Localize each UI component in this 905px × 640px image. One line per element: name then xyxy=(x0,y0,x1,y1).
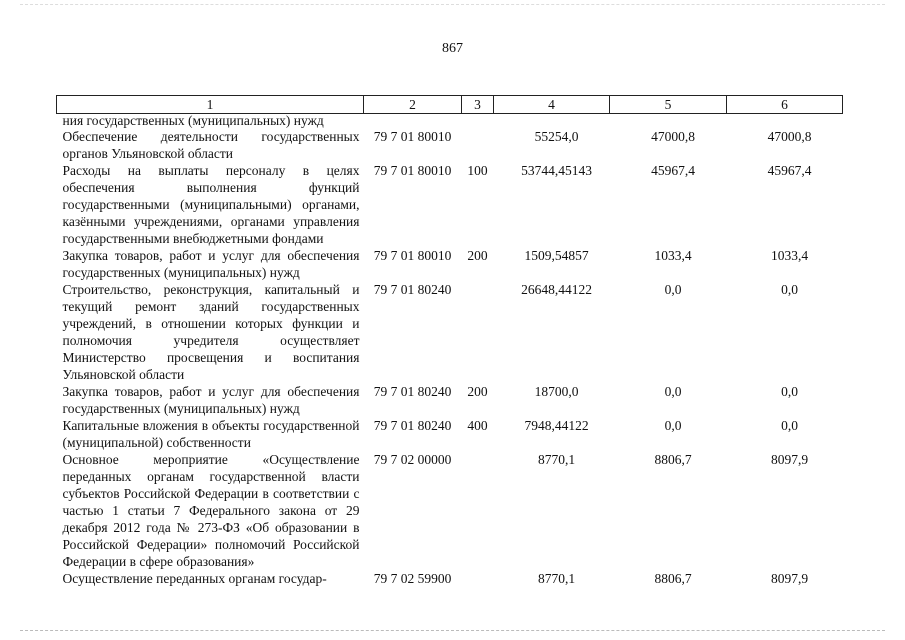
row-name: Расходы на выплаты персоналу в целях обеспечения выполнения функций государственными (муниципальными) органами, казёнными учреждениями, органами управления государственными внебюджетными фондами xyxy=(62,163,360,246)
row-name: Строительство, реконструкция, капитальный и текущий ремонт зданий государственных учреждений, в отношении которых функции и полномочия учредителя осуществляет Министерство просвещения и воспитания Ульяновской области xyxy=(62,282,360,382)
row-name: ния государственных (муниципальных) нужд xyxy=(62,113,324,128)
table-row xyxy=(57,383,843,417)
table-row xyxy=(57,570,843,587)
row-code: 79 7 01 80240 xyxy=(373,384,452,399)
table-row xyxy=(57,247,843,281)
row-value-2: 0,0 xyxy=(664,384,682,399)
row-value-2: 8806,7 xyxy=(654,571,692,586)
row-value-3: 8097,9 xyxy=(770,571,809,586)
row-value-1: 18700,0 xyxy=(534,384,579,399)
row-vr: 200 xyxy=(467,248,488,263)
header-col-4: 4 xyxy=(494,96,610,114)
row-vr xyxy=(462,114,494,129)
row-value-3: 0,0 xyxy=(781,384,798,399)
row-value-3: 0,0 xyxy=(781,282,798,297)
header-col-6: 6 xyxy=(727,96,843,114)
scan-edge-bottom xyxy=(20,630,885,632)
row-vr xyxy=(462,281,494,383)
row-code: 79 7 02 59900 xyxy=(373,571,452,586)
header-col-3: 3 xyxy=(462,96,494,114)
header-col-1: 1 xyxy=(57,96,364,114)
row-vr: 400 xyxy=(467,418,488,433)
table-row xyxy=(57,128,843,162)
row-vr: 100 xyxy=(467,163,488,178)
row-code: 79 7 01 80010 xyxy=(373,163,452,178)
row-name: Обеспечение деятельности государственных органов Ульяновской области xyxy=(62,129,360,161)
row-code: 79 7 01 80010 xyxy=(373,129,452,144)
scan-edge-top xyxy=(20,4,885,6)
page-number: 867 xyxy=(442,41,463,56)
row-code xyxy=(364,114,462,129)
row-name: Капитальные вложения в объекты государственной (муниципальной) собственности xyxy=(62,418,360,450)
row-value-3: 1033,4 xyxy=(770,248,809,263)
row-value-1: 1509,54857 xyxy=(524,248,589,263)
row-value-2 xyxy=(610,114,727,129)
header-col-5: 5 xyxy=(610,96,727,114)
row-value-1: 26648,44122 xyxy=(521,282,592,297)
row-value-2: 47000,8 xyxy=(651,129,695,144)
row-name: Основное мероприятие «Осуществление переданных органам государственной власти субъектов Российской Федерации в соответствии с частью 1 статьи 7 Федерального закона от 29 декабря 2012 года № 273-ФЗ «Об образовании в Российской Федерации» полномочий Российской Федерации в сфере образования» xyxy=(62,452,360,569)
row-value-2: 45967,4 xyxy=(651,163,695,178)
row-vr xyxy=(462,570,494,587)
table-header xyxy=(57,96,843,114)
row-code: 79 7 01 80240 xyxy=(373,418,452,433)
budget-table xyxy=(56,95,843,587)
row-value-1: 8770,1 xyxy=(537,452,576,467)
row-name: Закупка товаров, работ и услуг для обеспечения государственных (муниципальных) нужд xyxy=(62,384,360,416)
row-code: 79 7 01 80010 xyxy=(373,248,452,263)
row-value-2: 1033,4 xyxy=(654,248,692,263)
row-vr: 200 xyxy=(467,384,488,399)
table-body xyxy=(57,114,843,588)
table-row xyxy=(57,451,843,570)
row-vr xyxy=(462,451,494,570)
table-row xyxy=(57,114,843,129)
row-value-2: 0,0 xyxy=(664,282,682,297)
table-row xyxy=(57,417,843,451)
row-name: Осуществление переданных органам государ- xyxy=(62,571,327,586)
header-row xyxy=(57,96,843,114)
row-value-2: 0,0 xyxy=(664,418,682,433)
row-value-3 xyxy=(727,114,843,129)
row-name: Закупка товаров, работ и услуг для обеспечения государственных (муниципальных) нужд xyxy=(62,248,360,280)
row-value-3: 45967,4 xyxy=(767,163,812,178)
row-code: 79 7 02 00000 xyxy=(373,452,452,467)
row-value-3: 0,0 xyxy=(781,418,798,433)
row-value-3: 8097,9 xyxy=(770,452,809,467)
row-value-1: 53744,45143 xyxy=(521,163,592,178)
row-value-2: 8806,7 xyxy=(654,452,692,467)
row-value-1: 8770,1 xyxy=(537,571,576,586)
row-value-3: 47000,8 xyxy=(767,129,812,144)
row-code: 79 7 01 80240 xyxy=(373,282,452,297)
header-col-2: 2 xyxy=(364,96,462,114)
row-value-1 xyxy=(494,114,610,129)
table-row xyxy=(57,281,843,383)
row-value-1: 55254,0 xyxy=(534,129,579,144)
row-value-1: 7948,44122 xyxy=(524,418,589,433)
row-vr xyxy=(462,128,494,162)
table-row xyxy=(57,162,843,247)
